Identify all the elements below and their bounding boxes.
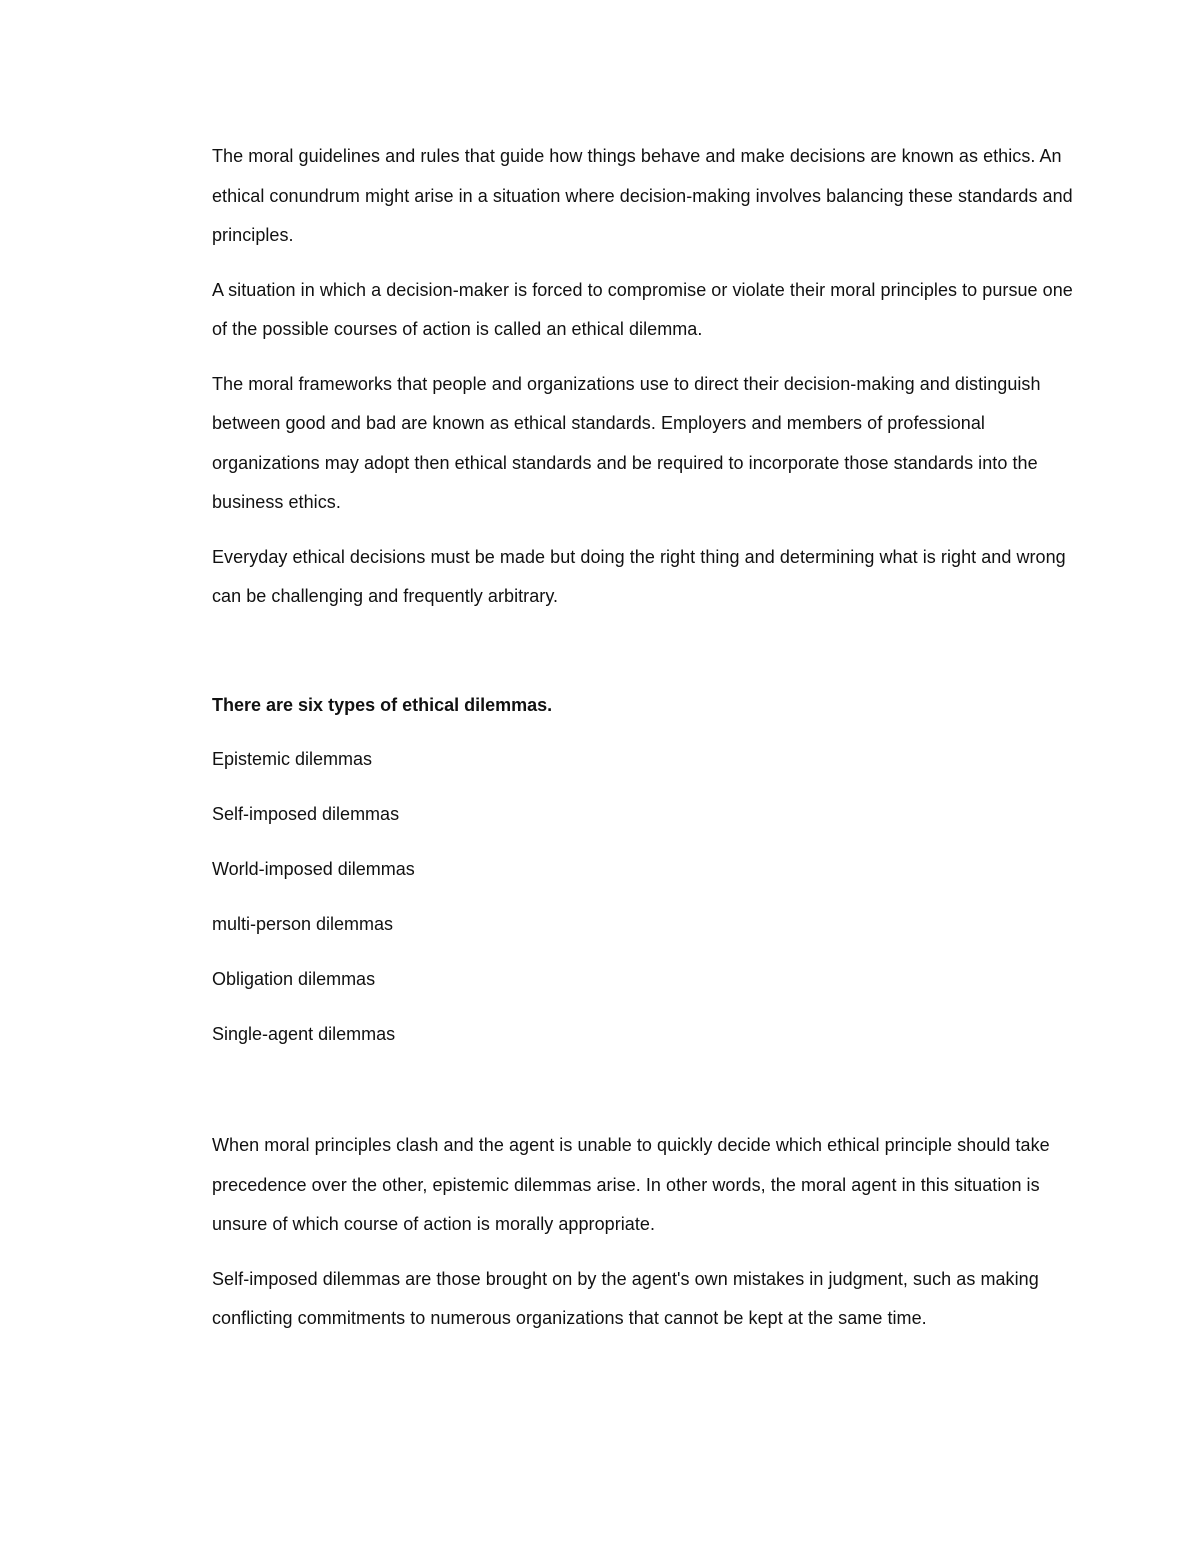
paragraph-ethics-definition: The moral guidelines and rules that guide how things behave and make decisions are known as ethics. An ethical conundrum might arise in a situation where decision-making involves balancing these standards and principles. [212, 146, 1073, 245]
list-item: Self-imposed dilemmas [212, 804, 400, 824]
document-body [212, 137, 1082, 1354]
list-item: World-imposed dilemmas [212, 859, 415, 879]
spacer [212, 1070, 1082, 1126]
types-heading: There are six types of ethical dilemmas. [212, 694, 553, 715]
spacer [212, 632, 1082, 686]
list-item: Epistemic dilemmas [212, 749, 373, 769]
list-item: Single-agent dilemmas [212, 1024, 396, 1044]
paragraph-everyday-decisions: Everyday ethical decisions must be made but doing the right thing and determining what is right and wrong can be challenging and frequently arbitrary. [212, 546, 1066, 606]
paragraph-ethical-dilemma-definition: A situation in which a decision-maker is forced to compromise or violate their moral principles to pursue one of the possible courses of action is called an ethical dilemma. [212, 279, 1073, 339]
paragraph-epistemic-dilemmas: When moral principles clash and the agent is unable to quickly decide which ethical principle should take precedence over the other, epistemic dilemmas arise. In other words, the moral agent in this situation is unsure of which course of action is morally appropriate. [212, 1135, 1050, 1234]
paragraph-self-imposed-dilemmas: Self-imposed dilemmas are those brought on by the agent's own mistakes in judgment, such as making conflicting commitments to numerous organizations that cannot be kept at the same time. [212, 1268, 1039, 1328]
paragraph-ethical-standards: The moral frameworks that people and organizations use to direct their decision-making and distinguish between good and bad are known as ethical standards. Employers and members of professional organizations may adopt then ethical standards and be required to incorporate those standards into the business ethics. [212, 373, 1041, 512]
dilemma-types-list [212, 740, 1082, 1055]
list-item: Obligation dilemmas [212, 969, 376, 989]
list-item: multi-person dilemmas [212, 914, 394, 934]
